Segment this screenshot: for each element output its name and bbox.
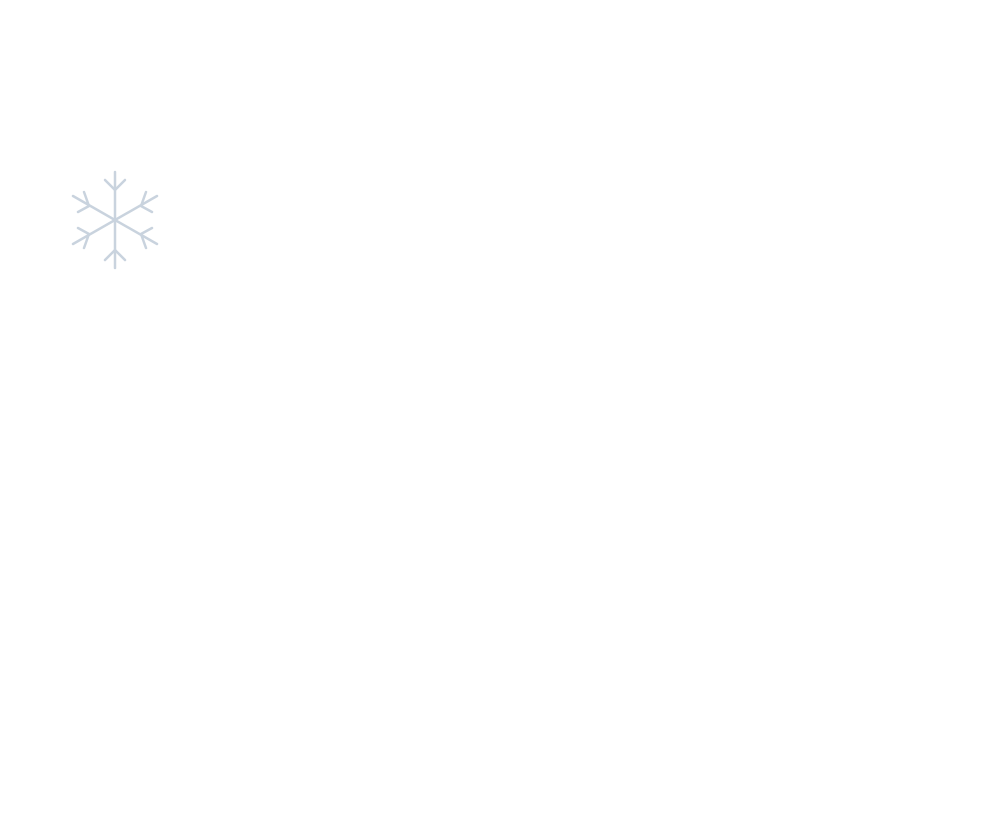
snowpilot-logo	[73, 172, 157, 268]
snowflake-icon	[73, 172, 157, 268]
note-block	[14, 765, 994, 784]
